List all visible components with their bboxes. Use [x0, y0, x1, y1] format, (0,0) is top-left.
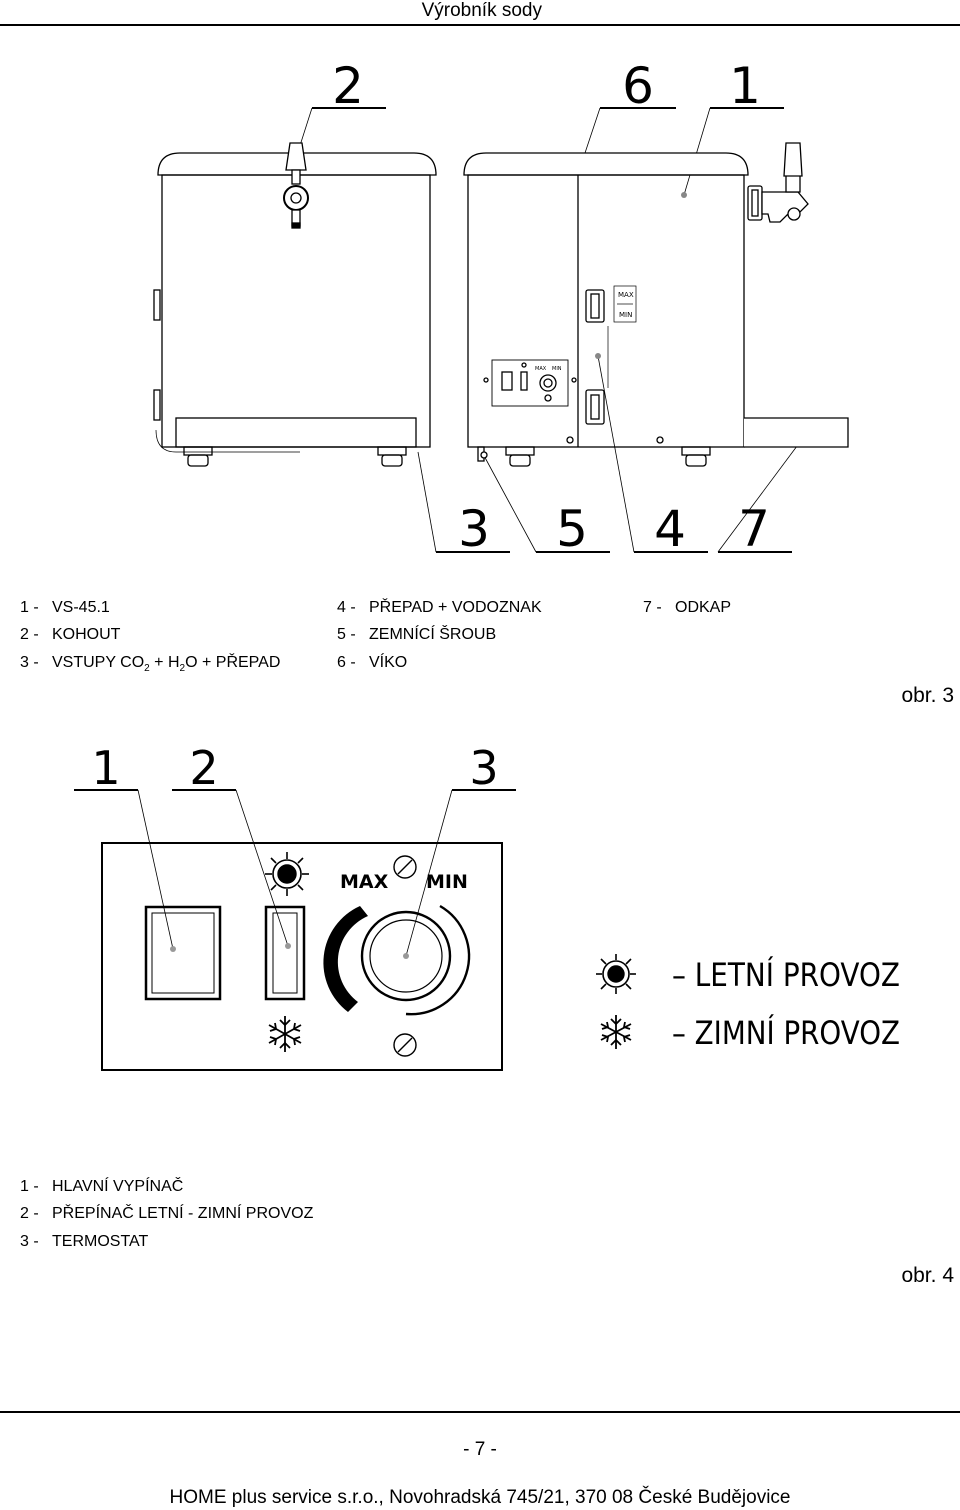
legend-sun-icon [596, 954, 636, 994]
legend-text: PŘEPÍNAČ LETNÍ - ZIMNÍ PROVOZ [52, 1205, 314, 1222]
fig3-legend-4 [337, 599, 542, 617]
legend-text-part: VSTUPY CO [52, 654, 145, 671]
footer-company: HOME plus service s.r.o., Novohradská 745/21, 370 08 České Budějovice [169, 1487, 791, 1508]
fig3-legend-6 [337, 654, 407, 672]
legend-text: TERMOSTAT [52, 1233, 149, 1250]
callout-5: 5 [556, 500, 588, 558]
legend-num: 1 - [20, 599, 39, 616]
fig4-callout-2: 2 [189, 741, 219, 795]
page-number: - 7 - [463, 1439, 497, 1460]
mode-summer-label: – LETNÍ PROVOZ [672, 956, 900, 994]
legend-text: PŘEPAD + VODOZNAK [369, 599, 542, 616]
legend-text-part: O + PŘEPAD [185, 654, 281, 671]
legend-num: 2 - [20, 626, 39, 643]
legend-num: 3 - [20, 654, 39, 671]
legend-text: VÍKO [369, 654, 408, 671]
fig4-legend-2 [20, 1205, 313, 1223]
mode-winter-label: – ZIMNÍ PROVOZ [672, 1014, 900, 1052]
legend-num: 6 - [337, 654, 356, 671]
panel-sun-icon [265, 852, 309, 896]
legend-num: 3 - [20, 1233, 39, 1250]
figure-3-drawing [0, 0, 960, 570]
page-header-title: Výrobník sody [421, 0, 542, 21]
callout-6: 6 [622, 57, 654, 115]
main-switch [146, 907, 220, 999]
thermostat-max-label: MAX [340, 871, 389, 893]
fig3-legend-3 [20, 654, 280, 674]
legend-snowflake-icon [601, 1015, 631, 1049]
callout-1: 1 [729, 57, 761, 115]
legend-num: 2 - [20, 1205, 39, 1222]
fig4-callout-1: 1 [91, 741, 121, 795]
thermostat-min-label: MIN [426, 871, 468, 893]
panel-snowflake-icon [269, 1016, 301, 1052]
figure-4-drawing [0, 720, 960, 1100]
mini-panel-min: MIN [552, 366, 562, 372]
legend-num: 1 - [20, 1178, 39, 1195]
gauge-max-label: MAX [618, 291, 634, 299]
fig4-legend-3 [20, 1233, 148, 1251]
legend-num: 7 - [643, 599, 662, 616]
fig3-legend-1 [20, 599, 110, 617]
gauge-min-label: MIN [619, 311, 633, 319]
mini-panel-max: MAX [535, 366, 547, 372]
fig4-legend-1 [20, 1178, 183, 1196]
footer-rule [0, 1411, 960, 1413]
fig3-legend-2 [20, 626, 120, 644]
mode-switch [266, 907, 304, 999]
callout-4: 4 [654, 500, 686, 558]
figure-4-caption: obr. 4 [901, 1264, 954, 1287]
legend-text: HLAVNÍ VYPÍNAČ [52, 1178, 184, 1195]
callout-3: 3 [458, 500, 490, 558]
panel-screw-bottom [394, 1034, 416, 1056]
fig3-legend-5 [337, 626, 496, 644]
subscript: 2 [179, 663, 186, 675]
legend-num: 5 - [337, 626, 356, 643]
legend-text: VS-45.1 [52, 599, 110, 616]
legend-text: ZEMNÍCÍ ŠROUB [369, 626, 497, 643]
callout-2: 2 [332, 57, 364, 115]
subscript: 2 [144, 663, 150, 675]
callout-7: 7 [738, 500, 770, 558]
figure-3-caption: obr. 3 [901, 684, 954, 707]
legend-text: KOHOUT [52, 626, 121, 643]
legend-text: ODKAP [675, 599, 732, 616]
legend-text-part: + H [149, 654, 180, 671]
fig3-legend-7 [643, 599, 731, 617]
panel-screw-top [394, 856, 416, 878]
legend-num: 4 - [337, 599, 356, 616]
fig4-callout-3: 3 [469, 741, 499, 795]
